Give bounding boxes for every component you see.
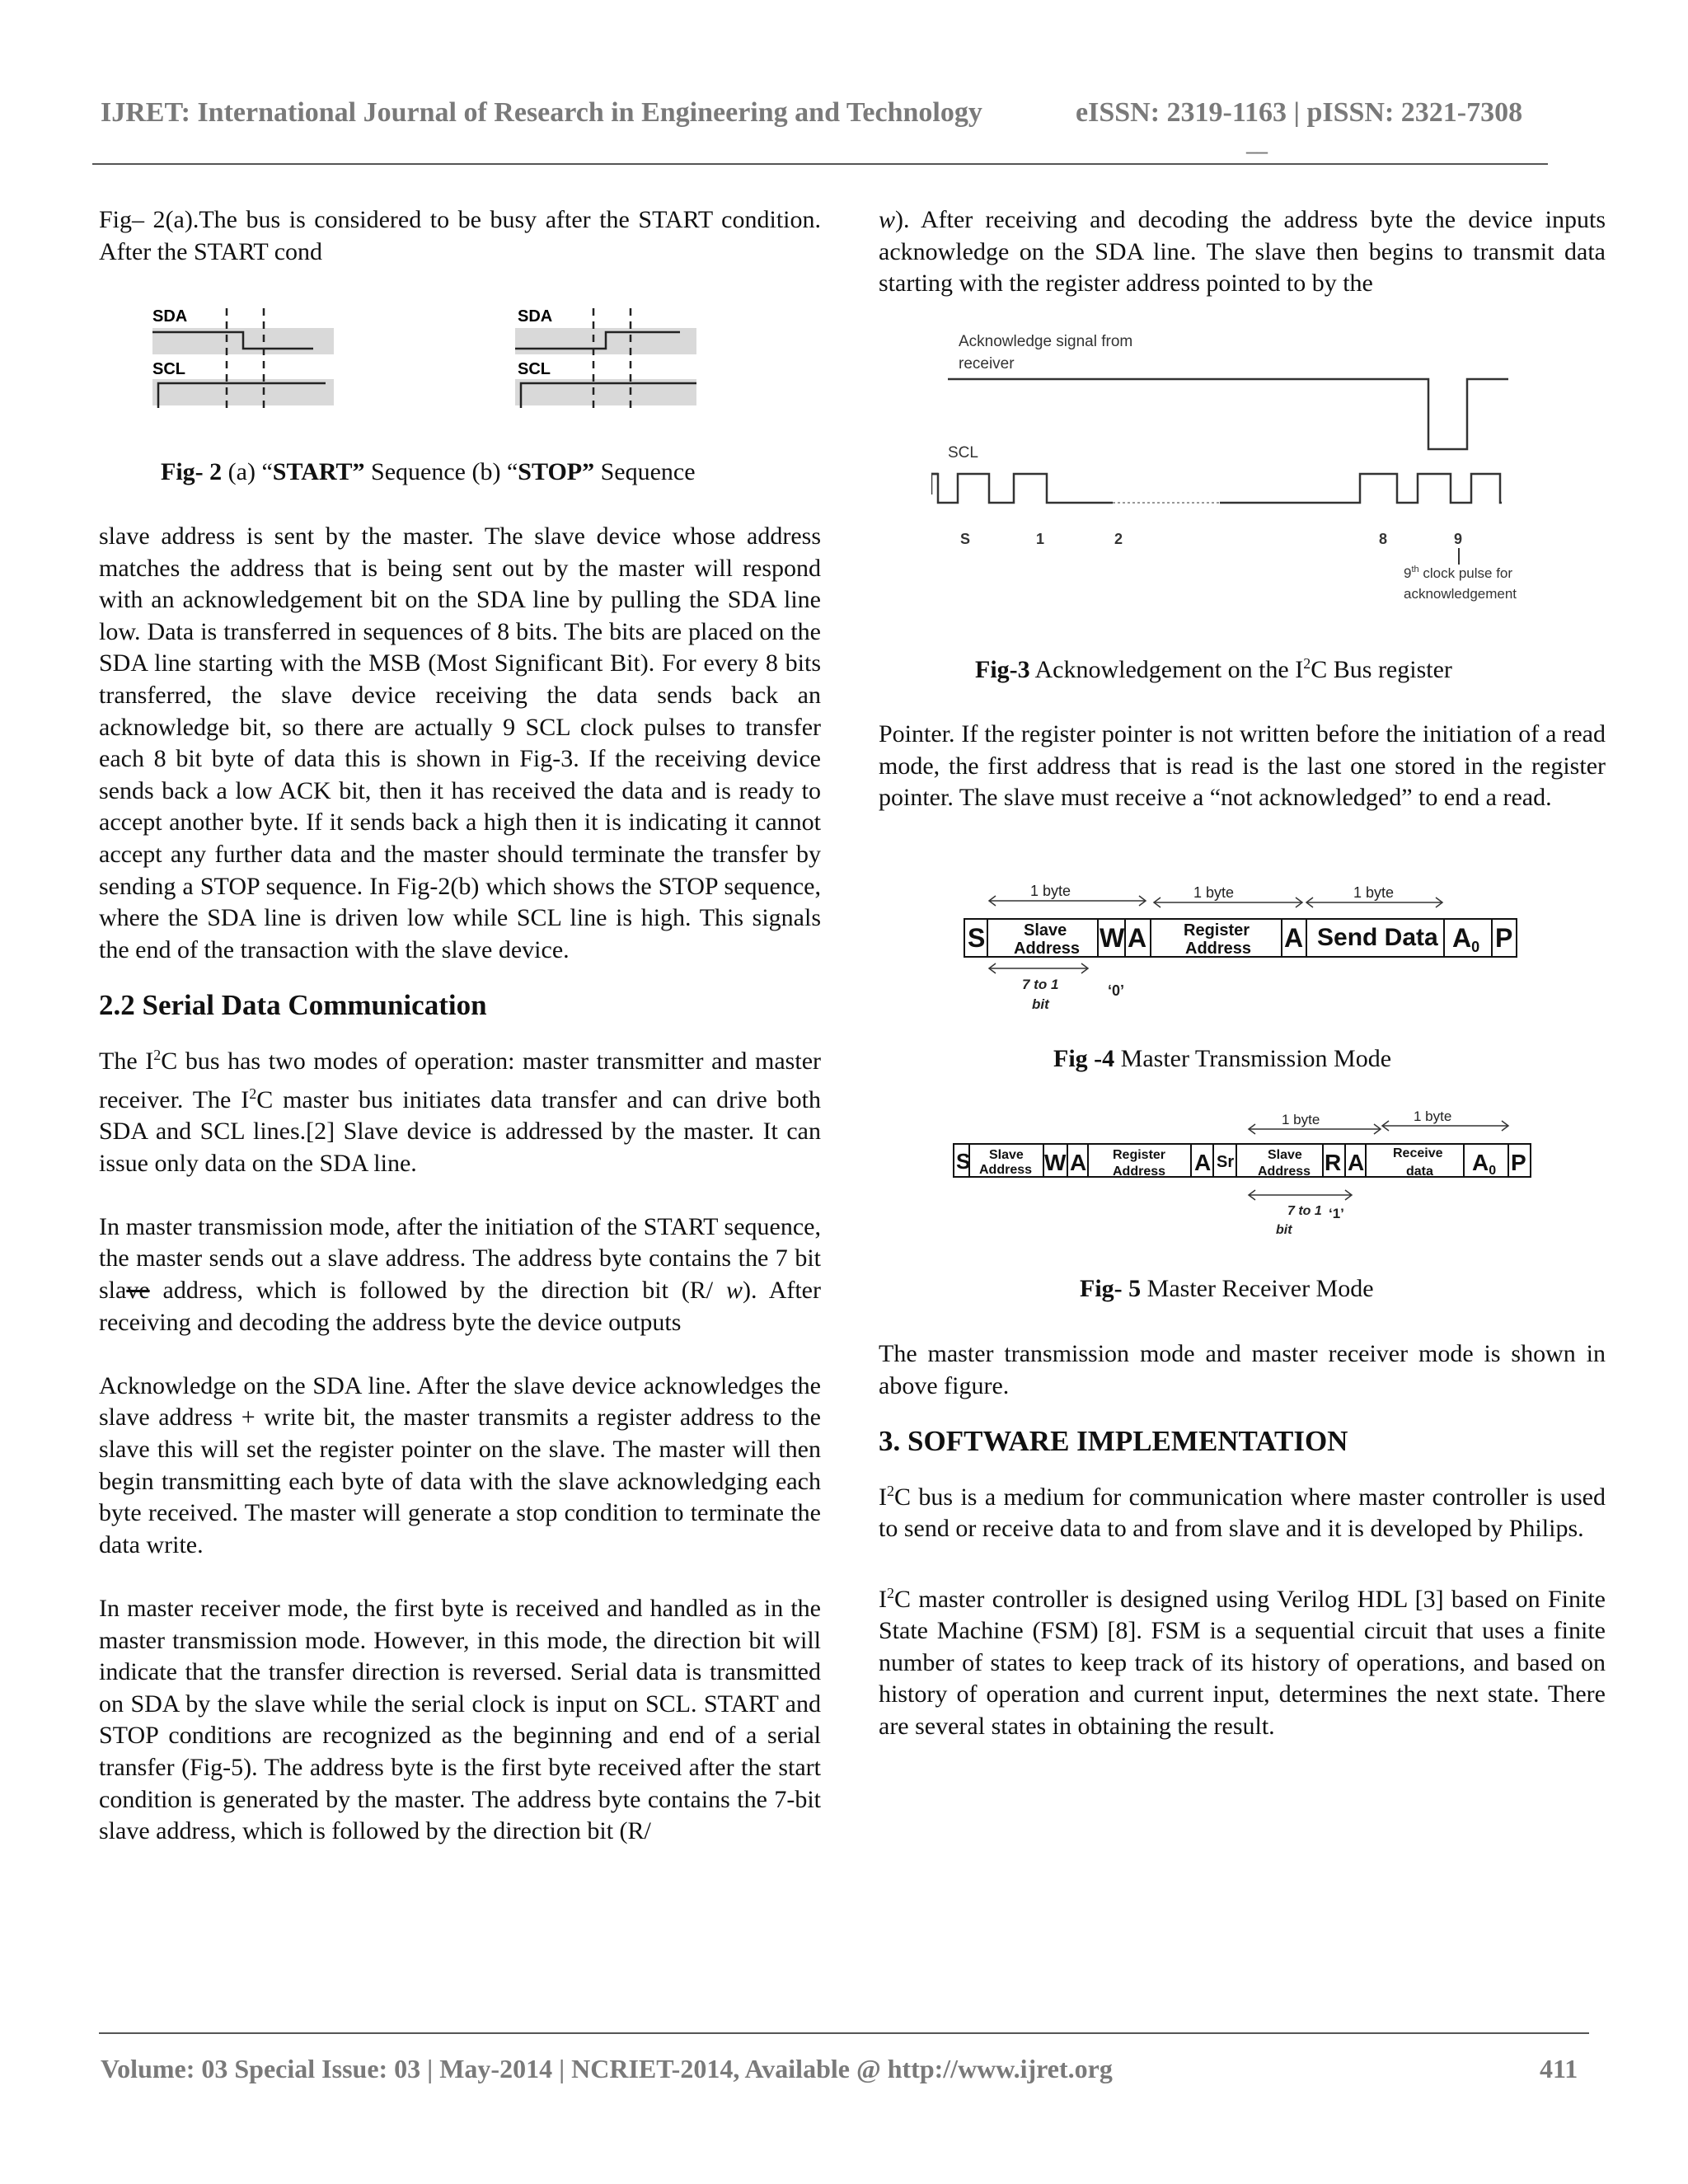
fig4-byte1: 1 byte [1030, 883, 1071, 899]
left-paragraph-5: Acknowledge on the SDA line. After the slave device acknowledges the slave address + write bit, the master transmits a register address to the slave this will set the register pointer on the slave. The master will then begin transmitting each byte of data with the slave acknowledging each byte received. The master will generate a stop condition to terminate the data write. [99, 1371, 821, 1558]
r-p4-a: I [879, 1483, 887, 1511]
fig3-1: 1 [1036, 531, 1045, 547]
right-paragraph-1 [879, 204, 1606, 300]
fig2b-sda-label: SDA [518, 307, 553, 326]
fig5-slave3: Slave [1268, 1148, 1302, 1162]
p3-a: The I [99, 1047, 154, 1075]
fig5-slave4: Address [1258, 1165, 1311, 1179]
page-number: 411 [1540, 2054, 1578, 2083]
issn: eISSN: 2319-1163 | pISSN: 2321-7308 [1076, 97, 1523, 128]
fig3-2: 2 [1114, 531, 1123, 547]
fig4-caption [1053, 1045, 1391, 1073]
left-column-body [99, 521, 821, 1879]
fig5-master-receiver [948, 1104, 1541, 1244]
fig4-caption-text: Master Transmission Mode [1114, 1045, 1392, 1072]
right-p2-text: Pointer. If the register pointer is not written before the initiation of a read mode, the first address that is read is the last one stored in the register pointer. The slave must receive a “not acknowledged” to end a read. [879, 720, 1606, 812]
fig3-caption-b: C Bus register [1311, 656, 1452, 683]
p3-b: C bus has two modes of operation: master transmitter and master receiver. The I [99, 1047, 821, 1113]
fig4-reg2: Address [1185, 940, 1252, 958]
fig5-a0-main: A [1472, 1150, 1489, 1175]
p4-c: ). After receiving and decoding the address byte the device outputs [99, 1277, 821, 1336]
fig5-a3: A [1348, 1150, 1365, 1175]
fig4-byte3: 1 byte [1353, 884, 1395, 901]
fig4-s: S [968, 923, 986, 953]
header-mark: __ [1246, 132, 1268, 156]
fig3-note-line2: acknowledgement [1404, 586, 1517, 602]
section-3-heading: 3. SOFTWARE IMPLEMENTATION [879, 1424, 1348, 1457]
p4-strike: ve [126, 1277, 150, 1305]
fig3-note-sup: th [1411, 565, 1419, 574]
r-p4-sup: 2 [887, 1482, 894, 1499]
fig5-s: S [956, 1149, 971, 1174]
section-2-2-heading: 2.2 Serial Data Communication [99, 988, 487, 1021]
fig4-reg1: Register [1184, 921, 1250, 940]
fig5-a2: A [1194, 1150, 1212, 1175]
r-p5-b: C master controller is designed using Verilog HDL [3] based on Finite State Machine (FSM) [8]. FSM is a sequential circuit that uses a finite number of states to keep track of its history of operations, and based on history of operation and current input, determines the next state. There are several states in obtaining the result. [879, 1585, 1606, 1740]
fig5-sr: Sr [1217, 1153, 1235, 1171]
p4-b: address, which is followed by the direction bit (R/ [149, 1277, 726, 1305]
fig3-ack-line1: Acknowledge signal from [959, 333, 1133, 350]
fig3-ack-line2: receiver [959, 355, 1015, 373]
fig5-reg1: Register [1113, 1148, 1166, 1162]
fig2-caption-stop: STOP” [518, 458, 595, 485]
r-p4-b: C bus is a medium for communication where master controller is used to send or receive data to and from slave and it is developed by Philips. [879, 1483, 1606, 1543]
left-paragraph-3 [99, 1039, 821, 1179]
p3-sup2: 2 [249, 1085, 257, 1102]
fig5-bits1: 7 to 1 [1287, 1204, 1322, 1218]
right-column-body [879, 1338, 1606, 1774]
fig5-a0-sub: 0 [1489, 1164, 1497, 1178]
fig5-p: P [1511, 1150, 1526, 1175]
r-p5-a: I [879, 1585, 887, 1613]
fig5-r: R [1325, 1150, 1342, 1175]
fig4-send: Send Data [1317, 924, 1438, 951]
fig4-a0-main: A [1452, 923, 1472, 953]
right-p1-w: w [879, 206, 896, 233]
fig5-w: W [1044, 1150, 1067, 1175]
fig2a-scl-label: SCL [152, 360, 185, 378]
fig4-a2: A [1284, 923, 1304, 953]
fig3-caption-a: Acknowledgement on the I [1029, 656, 1304, 683]
header-rule [92, 163, 1548, 165]
fig2-caption-a: (a) “ [227, 458, 273, 485]
fig5-caption [1080, 1275, 1374, 1303]
fig5-slave1: Slave [989, 1148, 1024, 1162]
fig4-w: W [1100, 923, 1125, 953]
fig3-ack-diagram [931, 317, 1558, 614]
fig4-zero: ‘0’ [1108, 982, 1125, 999]
fig5-byte2: 1 byte [1414, 1108, 1452, 1124]
fig4-bits1: 7 to 1 [1022, 977, 1059, 992]
fig5-one: ‘1’ [1329, 1206, 1344, 1221]
fig2-caption-start: START” [272, 458, 365, 485]
p4-w: w [725, 1277, 743, 1305]
fig4-p: P [1495, 923, 1513, 953]
p3-c: C master bus initiates data transfer and can drive both SDA and SCL lines.[2] Slave device is addressed by the master. It can issue only data on the SDA line. [99, 1085, 821, 1177]
fig2b-stop [515, 307, 696, 410]
fig5-reg2: Address [1113, 1165, 1166, 1179]
fig4-master-transmission [956, 878, 1533, 1018]
fig3-caption-label: Fig-3 [975, 656, 1030, 683]
r-p5-sup: 2 [887, 1584, 894, 1601]
fig5-byte1: 1 byte [1282, 1112, 1320, 1127]
fig3-9: 9 [1454, 531, 1463, 547]
fig5-caption-label: Fig- 5 [1080, 1275, 1142, 1302]
footer-rule [99, 2032, 1589, 2034]
left-p1-text: Fig– 2(a).The bus is considered to be busy after the START condition. After the START cond [99, 206, 821, 265]
fig4-byte2: 1 byte [1193, 884, 1235, 901]
fig2-caption-mid: Sequence (b) “ [364, 458, 518, 485]
fig2-timing-diagram [140, 297, 717, 412]
fig4-a0-sub: 0 [1471, 939, 1480, 955]
fig5-caption-text: Master Receiver Mode [1141, 1275, 1374, 1302]
fig3-caption [975, 655, 1452, 684]
fig2-caption-end: Sequence [594, 458, 696, 485]
left-paragraph-6: In master receiver mode, the first byte is received and handled as in the master transmission mode. However, in this mode, the direction bit will indicate that the transfer direction is reversed. Serial data is transmitted on SDA by the slave while the serial clock is input on SCL. START and STOP conditions are recognized as the beginning and end of a serial transfer (Fig-5). The address byte is the first byte received after the start condition is generated by the master. The address byte contains the 7-bit slave address, which is followed by the direction bit (R/ [99, 1595, 821, 1845]
left-paragraph-1 [99, 204, 821, 268]
fig3-8: 8 [1379, 531, 1388, 547]
journal-title: IJRET: International Journal of Research in Engineering and Technology [101, 97, 982, 128]
fig5-slave2: Address [979, 1163, 1033, 1177]
right-paragraph-5 [879, 1577, 1606, 1743]
right-p1-text: ). After receiving and decoding the address byte the device inputs acknowledge on the SDA line. The slave then begins to transmit data starting with the register address pointed to by the [879, 206, 1606, 298]
fig3-s: S [960, 531, 971, 547]
fig2a-start [152, 307, 334, 410]
fig4-a: A [1128, 923, 1147, 953]
footer-text: Volume: 03 Special Issue: 03 | May-2014 | NCRIET-2014, Available @ http://www.ijret.org [101, 2054, 1113, 2083]
right-paragraph-3: The master transmission mode and master receiver mode is shown in above figure. [879, 1340, 1606, 1399]
fig4-bits2: bit [1032, 996, 1049, 1012]
fig5-rec1: Receive [1393, 1146, 1443, 1160]
fig3-scl-label: SCL [948, 444, 978, 462]
fig3-caption-sup: 2 [1303, 655, 1311, 672]
p3-sup: 2 [153, 1046, 162, 1063]
fig4-caption-label: Fig -4 [1053, 1045, 1115, 1072]
fig2a-sda-label: SDA [152, 307, 188, 326]
fig3-note-line1 [1404, 565, 1512, 581]
right-paragraph-2 [879, 719, 1606, 814]
p4-a: In master transmission mode, after the initiation of the START sequence, the master sends out a slave address. The address byte contains the 7 bit sla [99, 1212, 821, 1305]
left-paragraph-4 [99, 1212, 821, 1338]
fig3-note-text: clock pulse for [1418, 565, 1513, 581]
fig4-slave1: Slave [1024, 921, 1067, 940]
right-paragraph-4 [879, 1475, 1606, 1545]
fig2-caption [161, 458, 696, 486]
fig5-a: A [1070, 1150, 1087, 1175]
fig3-note-num: 9 [1404, 565, 1412, 581]
fig4-slave2: Address [1014, 940, 1081, 958]
fig2-caption-label: Fig- 2 [161, 458, 223, 485]
fig2b-scl-label: SCL [518, 360, 551, 378]
left-paragraph-2: slave address is sent by the master. The slave device whose address matches the address that is being sent out by the master will respond with an acknowledgement bit on the SDA line by pulling the SDA line low. Data is transferred in sequences of 8 bits. The bits are placed on the SDA line starting with the MSB (Most Significant Bit). For every 8 bits transferred, the slave device receiving the data sends back an acknowledge bit, so there are actually 9 SCL clock pulses to transfer each 8 bit byte of data this is shown in Fig-3. If the receiving device sends back a low ACK bit, then it has received the data and is ready to accept another byte. If it sends back a high then it is indicating it cannot accept any further data and the master should terminate the transfer by sending a STOP sequence. In Fig-2(b) which shows the STOP sequence, where the SDA line is driven low while SCL line is high. This signals the end of the transaction with the slave device. [99, 523, 821, 963]
fig5-rec2: data [1406, 1165, 1433, 1179]
fig5-bits2: bit [1276, 1223, 1292, 1237]
